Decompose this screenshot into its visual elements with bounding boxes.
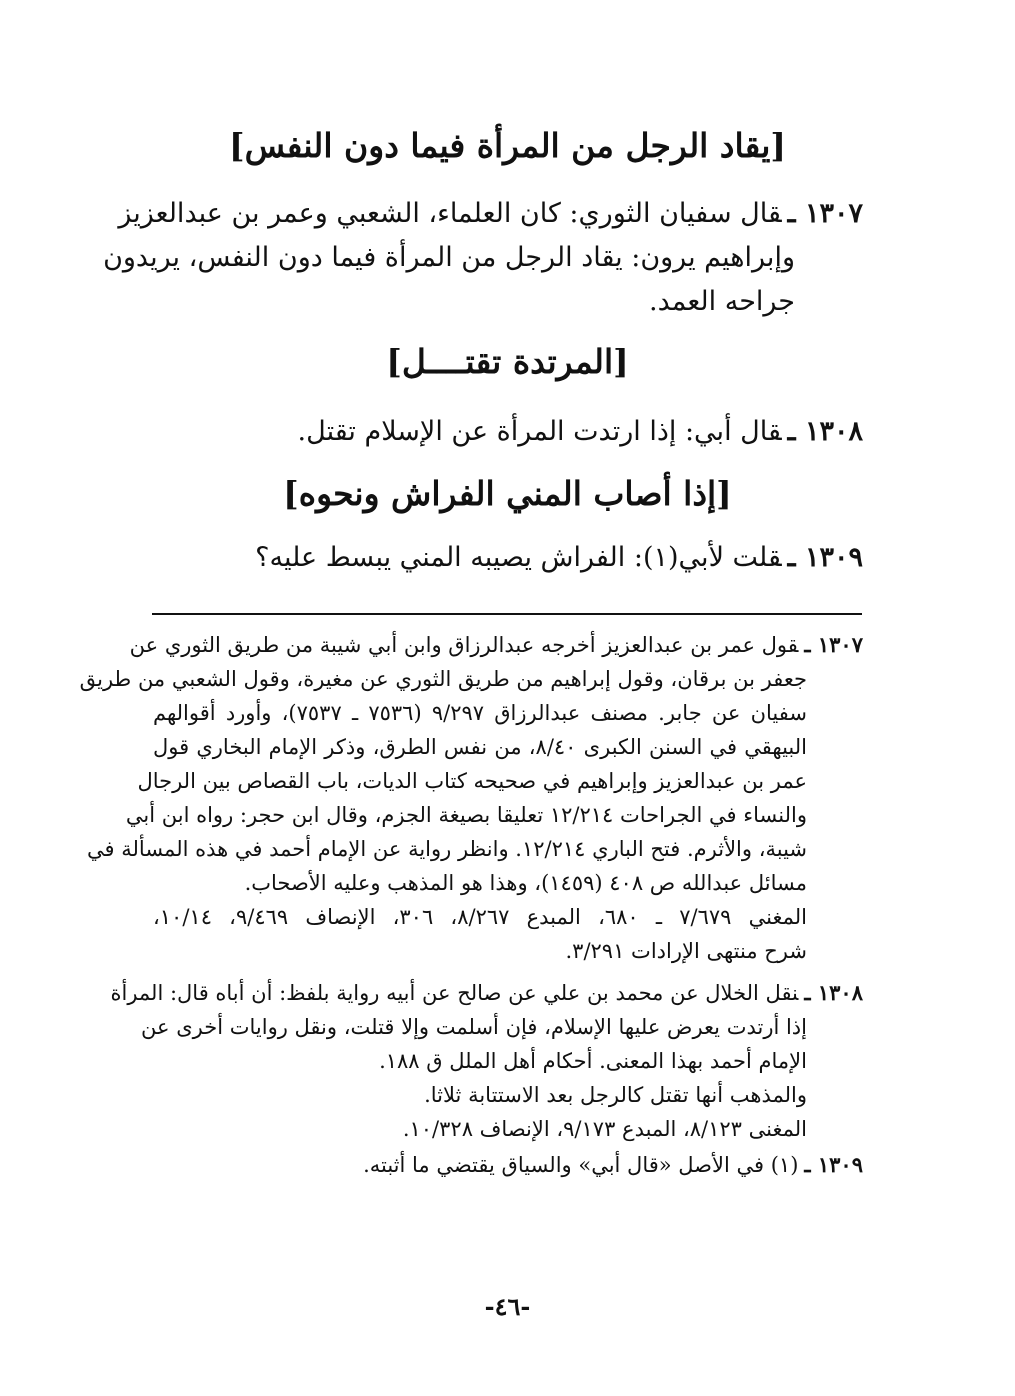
footnote-1307-line-10: شرح منتهى الإرادات ٣/٢٩١.	[565, 939, 807, 963]
entry-1309-number: ١٣٠٩ ـ	[787, 542, 863, 573]
entry-1307-line-3: جراحه العمد.	[649, 286, 795, 317]
section-heading-semen: [إذا أصاب المني الفراش ونحوه]	[283, 474, 732, 513]
footnote-1308-number: ١٣٠٨ ـ	[804, 980, 863, 1005]
entry-1308: ١٣٠٨ ـقال أبي: إذا ارتدت المرأة عن الإسلام تقتل.	[297, 416, 863, 447]
page-number: -٤٦-	[484, 1292, 531, 1321]
footnote-1307-line-8: مسائل عبدالله ص ٤٠٨ (١٤٥٩)، وهذا هو المذهب وعليه الأصحاب.	[244, 871, 807, 895]
footnote-1307-line-4: البيهقي في السنن الكبرى ٨/٤٠، من نفس الطرق، وذكر الإمام البخاري قول	[153, 735, 807, 759]
footnote-1308-line-5: المغنى ٨/١٢٣، المبدع ٩/١٧٣، الإنصاف ١٠/٣٢٨.	[402, 1117, 807, 1141]
footnote-1307-line-6: والنساء في الجراحات ١٢/٢١٤ تعليقا بصيغة الجزم، وقال ابن حجر: رواه ابن أبي	[125, 803, 807, 827]
footnote-1309: ١٣٠٩ ـ(١) في الأصل «قال أبي» والسياق يقتضي ما أثبته.	[363, 1152, 863, 1177]
entry-1307-line-2: وإبراهيم يرون: يقاد الرجل من المرأة فيما دون النفس، يريدون	[103, 242, 795, 273]
entry-1307-line-1: ١٣٠٧ ـقال سفيان الثوري: كان العلماء، الشعبي وعمر بن عبدالعزيز	[118, 198, 863, 229]
footnote-1307-line-2: جعفر بن برقان، وقول إبراهيم من طريق الثوري عن مغيرة، وقول الشعبي من طريق	[79, 667, 807, 691]
footnote-1307-line-9: المغني ٧/٦٧٩ ـ ٦٨٠، المبدع ٨/٢٦٧، ٣٠٦، الإنصاف ٩/٤٦٩، ١٠/١٤،	[153, 905, 807, 929]
footnote-1307-line-7: شيبة، والأثرم. فتح الباري ١٢/٢١٤. وانظر رواية عن الإمام أحمد في هذه المسألة في	[87, 837, 807, 861]
section-heading-apostate: [المرتدة تقتــــل]	[386, 342, 629, 381]
footnote-1307-line-1: ١٣٠٧ ـقول عمر بن عبدالعزيز أخرجه عبدالرزاق وابن أبي شيبة من طريق الثوري عن	[129, 632, 863, 657]
footnote-1308-line-4: والمذهب أنها تقتل كالرجل بعد الاستتابة ثلاثا.	[424, 1083, 807, 1107]
entry-1308-number: ١٣٠٨ ـ	[787, 416, 863, 447]
footnote-1307-line-3: سفيان عن جابر. مصنف عبدالرزاق ٩/٢٩٧ (٧٥٣٦ ـ ٧٥٣٧)، وأورد أقوالهم	[153, 701, 807, 725]
footnote-1308-line-3: الإمام أحمد بهذا المعنى. أحكام أهل الملل ق ١٨٨.	[379, 1049, 807, 1073]
footnote-separator	[152, 613, 862, 615]
footnote-1307-line-5: عمر بن عبدالعزيز وإبراهيم في صحيحه كتاب الديات، باب القصاص بين الرجال	[137, 769, 807, 793]
footnote-1307-number: ١٣٠٧ ـ	[804, 632, 863, 657]
section-heading-retaliation: [يقاد الرجل من المرأة فيما دون النفس]	[228, 126, 787, 165]
footnote-1309-number: ١٣٠٩ ـ	[804, 1152, 863, 1177]
entry-1309: ١٣٠٩ ـقلت لأبي(١): الفراش يصيبه المني يبسط عليه؟	[255, 542, 863, 573]
entry-1307-number: ١٣٠٧ ـ	[787, 198, 863, 229]
footnote-1308-line-2: إذا أرتدت يعرض عليها الإسلام، فإن أسلمت وإلا قتلت، ونقل روايات أخرى عن	[141, 1015, 807, 1039]
footnote-1308-line-1: ١٣٠٨ ـنقل الخلال عن محمد بن علي عن صالح عن أبيه رواية بلفظ: أن أباه قال: المرأة	[110, 980, 863, 1005]
